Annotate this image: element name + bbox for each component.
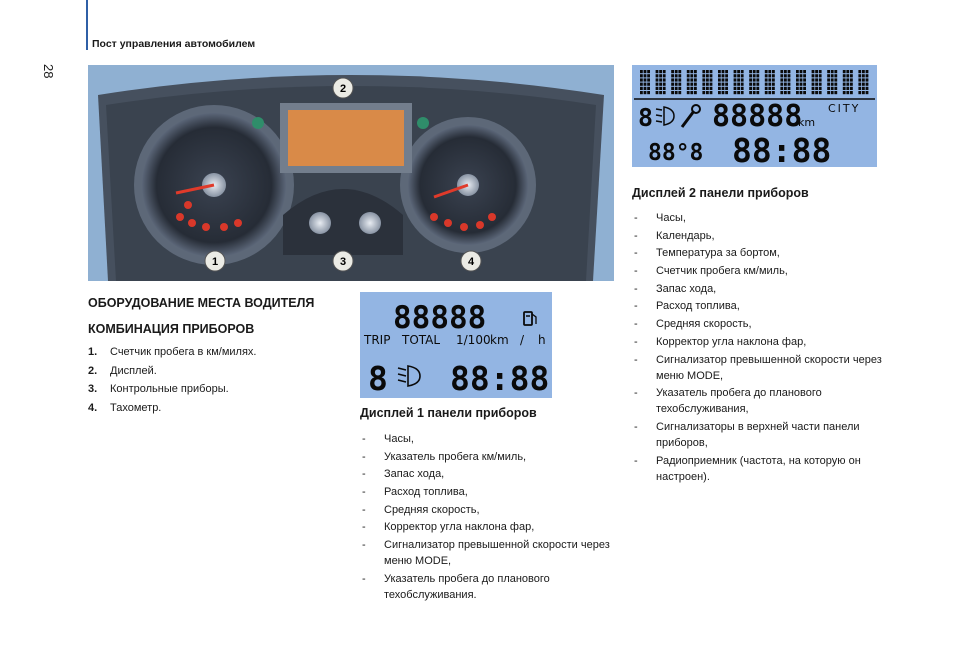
display-2-title: Дисплей 2 панели приборов: [632, 186, 809, 200]
list-item: - Запас хода,: [632, 281, 894, 297]
h-label: h: [538, 333, 546, 347]
page-header: Пост управления автомобилем: [92, 38, 256, 50]
list-item: 3. Контрольные приборы.: [88, 383, 229, 395]
trip-label: TRIP: [364, 333, 391, 347]
display-2-clock: 88:88: [732, 131, 832, 167]
list-item: - Календарь,: [632, 228, 894, 244]
header-rule: [86, 0, 88, 50]
instrument-cluster-illustration: [88, 65, 614, 281]
instrument-cluster-drawing: [88, 65, 614, 281]
display-2-unit: km: [798, 116, 816, 129]
list-item: - Счетчик пробега км/миль,: [632, 263, 894, 279]
list-item: - Корректор угла наклона фар,: [360, 519, 620, 535]
display-1-odometer: 88888: [393, 300, 487, 336]
list-item: - Указатель пробега км/миль,: [360, 449, 620, 465]
list-item: - Сигнализатор превышенной скорости через меню MODE,: [360, 537, 620, 569]
callout-4: 4: [467, 256, 475, 268]
headlamp-leveling-icon: [656, 107, 674, 125]
display-2-digit: 8: [638, 103, 654, 132]
list-item: - Корректор угла наклона фар,: [632, 334, 894, 350]
km-label: km: [490, 333, 509, 347]
display-1-panel: [360, 292, 552, 398]
display-2-temperature: 88°8: [648, 140, 704, 166]
fuel-pump-icon: [524, 312, 536, 325]
list-item: - Часы,: [632, 210, 894, 226]
total-label: TOTAL: [402, 333, 441, 347]
center-display: [288, 110, 404, 166]
display-1-clock: 88:88: [450, 359, 550, 398]
list-item: - Средняя скорость,: [360, 502, 620, 518]
display-2-odometer: 88888: [712, 99, 803, 134]
display-2-drawing: [632, 65, 877, 167]
page-number: 28: [41, 64, 56, 79]
wrench-icon: [682, 105, 700, 127]
cluster-components-list: [88, 346, 257, 420]
headlamp-leveling-icon: [398, 366, 420, 386]
dot-matrix-row: [640, 70, 868, 94]
list-item: - Расход топлива,: [360, 484, 620, 500]
list-item: - Указатель пробега до планового техобслуживания.: [360, 571, 620, 603]
list-item: 1. Счетчик пробега в км/милях.: [88, 346, 257, 358]
display-1-digit: 8: [368, 359, 388, 398]
callout-1: 1: [211, 256, 219, 268]
list-item: - Температура за бортом,: [632, 245, 894, 261]
per100-label: 1/100: [456, 333, 491, 347]
list-item: - Сигнализаторы в верхней части панели приборов,: [632, 419, 894, 451]
list-item: - Сигнализатор превышенной скорости через меню MODE,: [632, 352, 894, 384]
display-1-drawing: [360, 292, 552, 398]
list-item: 4. Тахометр.: [88, 401, 162, 414]
display-1-features-list: [360, 431, 620, 605]
list-item: - Радиоприемник (частота, на которую он настроен).: [632, 453, 894, 485]
list-item: - Расход топлива,: [632, 298, 894, 314]
display-2-features-list: [632, 210, 894, 486]
callout-2: 2: [339, 83, 347, 95]
slash-label: /: [520, 333, 525, 347]
section-subtitle: КОМБИНАЦИЯ ПРИБОРОВ: [88, 322, 255, 336]
display-1-title: Дисплей 1 панели приборов: [360, 406, 537, 420]
list-item: - Часы,: [360, 431, 620, 447]
callout-3: 3: [339, 256, 347, 268]
list-item: - Запас хода,: [360, 466, 620, 482]
list-item: 2. Дисплей.: [88, 364, 157, 377]
display-2-panel: [632, 65, 877, 167]
section-title: ОБОРУДОВАНИЕ МЕСТА ВОДИТЕЛЯ: [88, 296, 315, 310]
list-item: - Указатель пробега до планового техобслуживания,: [632, 385, 894, 417]
display-2-mode: CITY: [828, 102, 861, 115]
list-item: - Средняя скорость,: [632, 316, 894, 332]
